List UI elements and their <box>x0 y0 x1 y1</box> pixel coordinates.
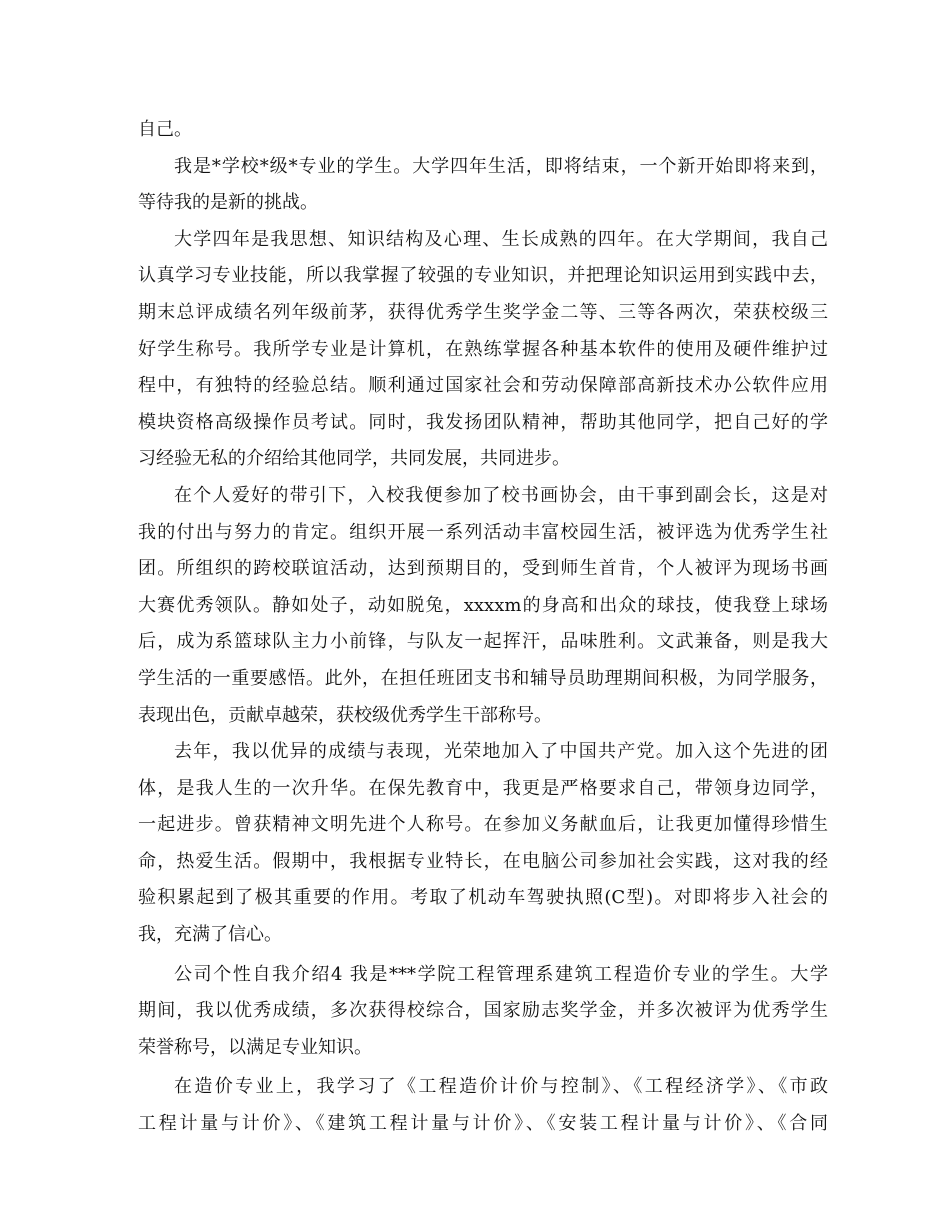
text-line: 我是*学校*级*专业的学生。大学四年生活，即将结束，一个新开始即将来到， <box>174 155 828 177</box>
text-line: 去年，我以优异的成绩与表现，光荣地加入了中国共产党。加入这个先进的团 <box>174 741 828 763</box>
text-line: 认真学习专业技能，所以我掌握了较强的专业知识，并把理论知识运用到实践中去， <box>138 265 828 287</box>
paragraph <box>138 734 828 954</box>
text-line: 等待我的是新的挑战。 <box>138 192 318 214</box>
text-line: 模块资格高级操作员考试。同时，我发扬团队精神，帮助其他同学，把自己好的学 <box>138 411 828 433</box>
text-line: 公司个性自我介绍4 我是***学院工程管理系建筑工程造价专业的学生。大学 <box>174 963 828 985</box>
text-line: 我，充满了信心。 <box>138 924 282 946</box>
text-line: 荣誉称号，以满足专业知识。 <box>138 1036 372 1058</box>
paragraph <box>138 112 828 149</box>
text-line: 自己。 <box>138 119 192 140</box>
text-line: 习经验无私的介绍给其他同学，共同发展，共同进步。 <box>138 448 570 470</box>
text-line: 表现出色，贡献卓越荣，获校级优秀学生干部称号。 <box>138 704 552 726</box>
text-line: 我的付出与努力的肯定。组织开展一系列活动丰富校园生活，被评选为优秀学生社 <box>138 521 828 543</box>
text-line: 后，成为系篮球队主力小前锋，与队友一起挥汗，品味胜利。文武兼备，则是我大 <box>138 631 828 653</box>
paragraph <box>138 149 828 222</box>
text-line: 工程计量与计价》、《建筑工程计量与计价》、《安装工程计量与计价》、《合同 <box>138 1113 828 1135</box>
paragraph <box>138 1069 828 1142</box>
paragraph <box>138 478 828 734</box>
paragraph <box>138 222 828 478</box>
text-line: 期间，我以优秀成绩，多次获得校综合，国家励志奖学金，并多次被评为优秀学生 <box>138 1000 828 1022</box>
paragraph <box>138 957 828 1067</box>
text-line: 团。所组织的跨校联谊活动，达到预期目的，受到师生首肯，个人被评为现场书画 <box>138 558 828 580</box>
text-line: 体，是我人生的一次升华。在保先教育中，我更是严格要求自己，带领身边同学， <box>138 777 828 799</box>
text-line: 好学生称号。我所学专业是计算机，在熟练掌握各种基本软件的使用及硬件维护过 <box>138 338 828 360</box>
document-body <box>138 112 828 1143</box>
text-line: 验积累起到了极其重要的作用。考取了机动车驾驶执照(C型)。对即将步入社会的 <box>138 887 828 909</box>
text-line: 学生活的一重要感悟。此外，在担任班团支书和辅导员助理期间积极，为同学服务， <box>138 667 828 689</box>
text-line: 期末总评成绩名列年级前茅，获得优秀学生奖学金二等、三等各两次，荣获校级三 <box>138 301 828 323</box>
text-line: 命，热爱生活。假期中，我根据专业特长，在电脑公司参加社会实践，这对我的经 <box>138 850 828 872</box>
text-line: 大学四年是我思想、知识结构及心理、生长成熟的四年。在大学期间，我自己 <box>174 228 828 250</box>
text-line: 大赛优秀领队。静如处子，动如脱兔，xxxxm的身高和出众的球技，使我登上球场 <box>138 594 828 616</box>
text-line: 程中，有独特的经验总结。顺利通过国家社会和劳动保障部高新技术办公软件应用 <box>138 375 828 397</box>
text-line: 在造价专业上，我学习了《工程造价计价与控制》、《工程经济学》、《市政 <box>174 1076 828 1098</box>
text-line: 一起进步。曾获精神文明先进个人称号。在参加义务献血后，让我更加懂得珍惜生 <box>138 814 828 836</box>
text-line: 在个人爱好的带引下，入校我便参加了校书画协会，由干事到副会长，这是对 <box>174 484 828 506</box>
